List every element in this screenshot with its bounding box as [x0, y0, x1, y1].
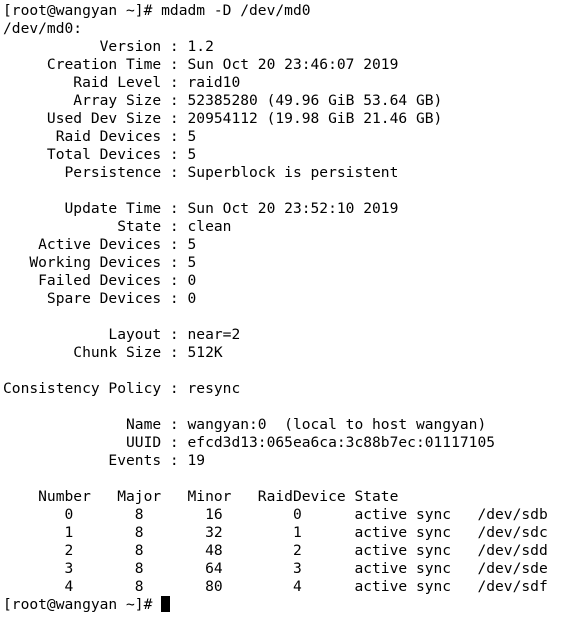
- device-table-row: 3 8 64 3 active sync /dev/sde: [3, 560, 548, 577]
- layout-line: Layout : near=2: [3, 326, 241, 343]
- creation-time-line: Creation Time : Sun Oct 20 23:46:07 2019: [3, 56, 399, 73]
- spare-devices-line: Spare Devices : 0: [3, 290, 197, 307]
- version-line: Version : 1.2: [3, 38, 214, 55]
- raid-devices-line: Raid Devices : 5: [3, 128, 197, 145]
- total-devices-line: Total Devices : 5: [3, 146, 197, 163]
- device-table-row: 2 8 48 2 active sync /dev/sdd: [3, 542, 548, 559]
- failed-devices-line: Failed Devices : 0: [3, 272, 197, 289]
- chunk-size-line: Chunk Size : 512K: [3, 344, 223, 361]
- text-cursor: [161, 596, 170, 612]
- persistence-line: Persistence : Superblock is persistent: [3, 164, 399, 181]
- consistency-policy-line: Consistency Policy : resync: [3, 380, 241, 397]
- update-time-line: Update Time : Sun Oct 20 23:52:10 2019: [3, 200, 399, 217]
- uuid-line: UUID : efcd3d13:065ea6ca:3c88b7ec:01117105: [3, 434, 496, 451]
- array-size-line: Array Size : 52385280 (49.96 GiB 53.64 GB): [3, 92, 443, 109]
- name-line: Name : wangyan:0 (local to host wangyan): [3, 416, 487, 433]
- used-dev-size-line: Used Dev Size : 20954112 (19.98 GiB 21.46 GB): [3, 110, 443, 127]
- active-devices-line: Active Devices : 5: [3, 236, 197, 253]
- shell-prompt: [root@wangyan ~]#: [3, 596, 162, 613]
- command-line: [root@wangyan ~]# mdadm -D /dev/md0: [3, 2, 311, 19]
- device-table-header: Number Major Minor RaidDevice State: [3, 488, 399, 505]
- events-line: Events : 19: [3, 452, 206, 469]
- device-table-row: 0 8 16 0 active sync /dev/sdb: [3, 506, 548, 523]
- device-table-row: 4 8 80 4 active sync /dev/sdf: [3, 578, 548, 595]
- device-table-row: 1 8 32 1 active sync /dev/sdc: [3, 524, 548, 541]
- device-path-line: /dev/md0:: [3, 20, 83, 37]
- prompt-line[interactable]: [3, 596, 170, 614]
- raid-level-line: Raid Level : raid10: [3, 74, 241, 91]
- working-devices-line: Working Devices : 5: [3, 254, 197, 271]
- state-line: State : clean: [3, 218, 232, 235]
